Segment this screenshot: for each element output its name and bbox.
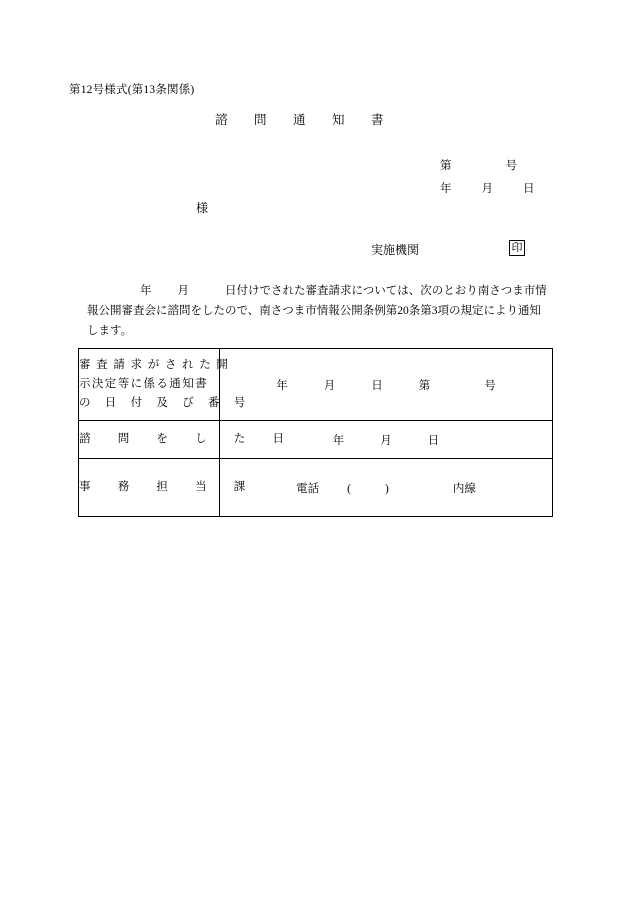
date-month: 月 [481, 183, 493, 195]
form-table [78, 348, 553, 517]
document-number-label: 第 [440, 160, 452, 172]
row-label-notice-date-number [79, 349, 247, 421]
implementing-agency-label: 実施機関 [371, 243, 420, 257]
addressee-honorific: 様 [196, 201, 209, 215]
date-day: 日 [523, 183, 535, 195]
body-text [78, 281, 554, 341]
date-year: 年 [440, 183, 452, 195]
document-title: 諮 問 通 知 書 [215, 113, 385, 127]
table-row [79, 421, 553, 459]
value-number-suffix: 号 [484, 379, 496, 392]
row-label-section-in-charge [79, 459, 247, 517]
label-line: 示決定等に係る通知書 [79, 378, 208, 390]
document-number-suffix: 号 [505, 160, 517, 172]
value-month: 月 [380, 434, 392, 447]
body-month: 月 [177, 285, 189, 297]
table-row [79, 349, 553, 421]
label-line: 審 査 請 求 が さ れ た 開 [79, 359, 230, 371]
row-label-consultation-date [79, 421, 286, 459]
value-year: 年 [276, 379, 288, 392]
body-line1-rest: 日付けでされた審査請求については、次のとおり南さつま市情 [225, 285, 547, 297]
label-line: 諮 問 を し た 日 [79, 433, 286, 445]
value-day: 日 [427, 434, 440, 447]
document-date-line [440, 180, 535, 196]
label-line: 事 務 担 当 課 [79, 481, 247, 493]
extension-label: 内線 [452, 482, 476, 495]
seal-icon: 印 [509, 240, 525, 256]
body-line-1 [78, 281, 554, 301]
phone-label: 電話 [296, 482, 320, 495]
value-day: 日 [371, 379, 383, 392]
document-number-line [440, 157, 517, 173]
body-line-2: 報公開審査会に諮問をしたので、南さつま市情報公開条例第20条第3項の規定により通知 [87, 305, 542, 317]
form-number: 第12号様式(第13条関係) [69, 84, 195, 96]
body-line-3: します。 [87, 325, 133, 337]
body-year: 年 [140, 285, 152, 297]
paren-open: ( [347, 482, 351, 495]
value-number-label: 第 [418, 379, 431, 392]
value-month: 月 [323, 379, 336, 392]
row-value-section-in-charge[interactable] [220, 459, 553, 517]
table-row [79, 459, 553, 517]
row-value-notice-date-number[interactable] [220, 349, 553, 421]
label-line: の 日 付 及 び 番 号 [79, 397, 247, 409]
value-year: 年 [332, 434, 345, 447]
paren-close: ) [385, 482, 389, 495]
